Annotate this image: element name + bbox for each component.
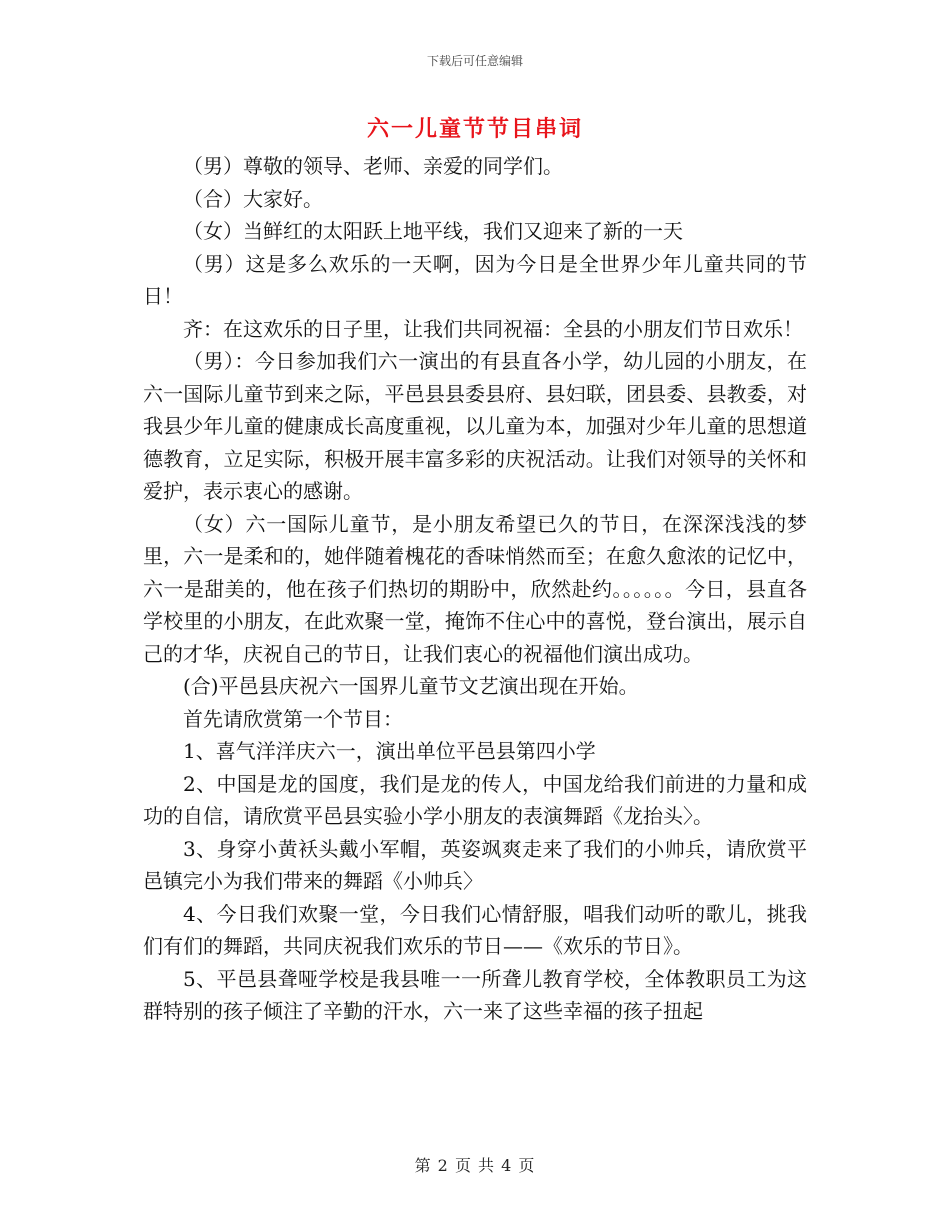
paragraph: 4、今日我们欢聚一堂，今日我们心情舒服，唱我们动听的歌儿，挑我们有们的舞蹈，共同庆祝我们欢乐的节日——《欢乐的节日》。 bbox=[143, 901, 807, 958]
paragraph: 1、喜气洋洋庆六一，演出单位平邑县第四小学 bbox=[183, 739, 596, 763]
paragraph: 首先请欣赏第一个节目： bbox=[183, 706, 403, 731]
paragraph: 5、平邑县聋哑学校是我县唯一一所聋儿教育学校，全体教职员工为这群特别的孩子倾注了辛勤的汗水，六一来了这些幸福的孩子扭起 bbox=[143, 966, 807, 1023]
paragraph: （女）当鲜红的太阳跃上地平线，我们又迎来了新的一天 bbox=[183, 219, 683, 243]
paragraph: （合）大家好。 bbox=[183, 186, 323, 211]
paragraph: （女）六一国际儿童节，是小朋友希望已久的节日，在深深浅浅的梦里，六一是柔和的，她伴随着槐花的香味悄然而至；在愈久愈浓的记忆中，六一是甜美的，他在孩子们热切的期盼中，欣然赴约。。。。。。今日，县直各学校里的小朋友，在此欢聚一堂，掩饰不住心中的喜悦，登台演出，展示自己的才华，庆祝自己的节日，让我们衷心的祝福他们演出成功。 bbox=[143, 511, 807, 666]
paragraph: （男）尊敬的领导、老师、亲爱的同学们。 bbox=[183, 154, 563, 178]
page-header: 下载后可任意编辑 bbox=[426, 54, 523, 68]
page-footer: 第 2 页 共 4 页 bbox=[414, 1156, 536, 1175]
paragraph: （男）：今日参加我们六一演出的有县直各小学，幼儿园的小朋友，在六一国际儿童节到来之际，平邑县县委县府、县妇联，团县委、县教委，对我县少年儿童的健康成长高度重视，以儿童为本，加强对少年儿童的思想道德教育，立足实际，积极开展丰富多彩的庆祝活动。让我们对领导的关怀和爱护，表示衷心的感谢。 bbox=[143, 349, 807, 503]
paragraph: （男）这是多么欢乐的一天啊，因为今日是全世界少年儿童共同的节日！ bbox=[143, 251, 807, 308]
paragraph: 齐：在这欢乐的日子里，让我们共同祝福：全县的小朋友们节日欢乐！ bbox=[183, 316, 803, 341]
paragraph: (合)平邑县庆祝六一国界儿童节文艺演出现在开始。 bbox=[183, 674, 639, 698]
document-title: 六一儿童节节目串词 bbox=[366, 117, 583, 142]
paragraph: 3、身穿小黄袄头戴小军帽，英姿飒爽走来了我们的小帅兵，请欣赏平邑镇完小为我们带来的舞蹈《小帅兵〉 bbox=[143, 836, 807, 893]
paragraph: 2、中国是龙的国度，我们是龙的传人，中国龙给我们前进的力量和成功的自信，请欣赏平邑县实验小学小朋友的表演舞蹈《龙抬头〉。 bbox=[143, 771, 807, 828]
document-body bbox=[143, 150, 807, 1028]
